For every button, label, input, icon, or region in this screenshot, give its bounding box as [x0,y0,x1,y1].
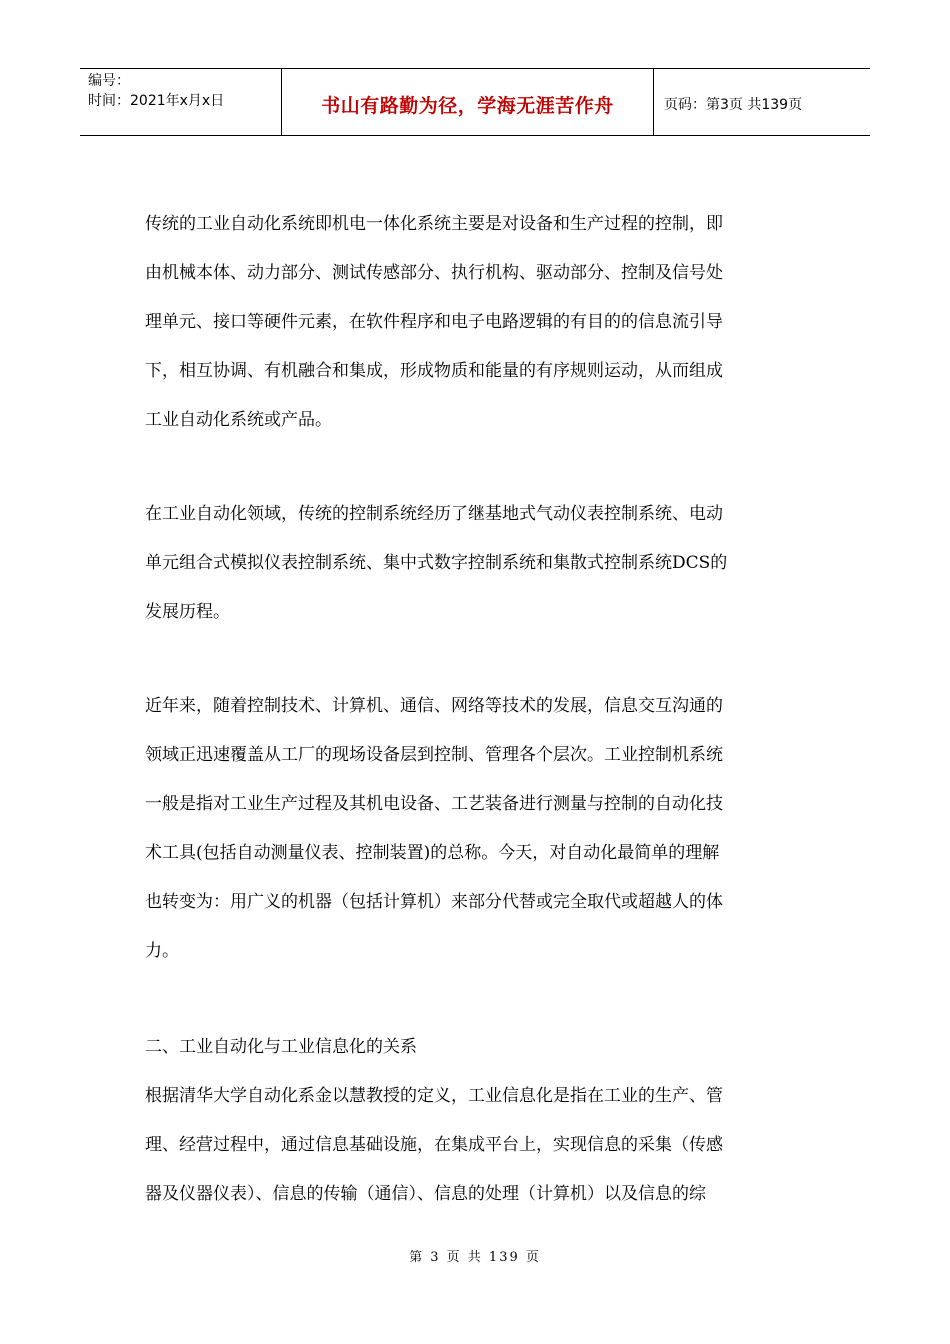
page-footer: 第 3 页 共 139 页 [409,1250,541,1265]
paragraph-line: 力。 [145,941,179,961]
header-meta [80,69,282,135]
paragraph-line: 在工业自动化领域，传统的控制系统经历了继基地式气动仪表控制系统、电动 [145,504,723,524]
section-heading: 二、工业自动化与工业信息化的关系 [145,1037,417,1057]
paragraph-line: 传统的工业自动化系统即机电一体化系统主要是对设备和生产过程的控制，即 [145,214,723,234]
paragraph-line: 也转变为：用广义的机器（包括计算机）来部分代替或完全取代或超越人的体 [145,892,723,912]
paragraph-line: 术工具(包括自动测量仪表、控制装置)的总称。今天，对自动化最简单的理解 [145,843,720,863]
paragraph [145,200,810,445]
paragraph-line: 发展历程。 [145,602,230,622]
header-motto-cell [282,69,654,135]
paragraph-line: 器及仪器仪表）、信息的传输（通信）、信息的处理（计算机）以及信息的综 [145,1184,706,1204]
paragraph [145,1023,810,1219]
paragraph-line: 单元组合式模拟仪表控制系统、集中式数字控制系统和集散式控制系统DCS的 [145,553,728,573]
paragraph-line: 根据清华大学自动化系金以慧教授的定义，工业信息化是指在工业的生产、管 [145,1086,723,1106]
paragraph-line: 理单元、接口等硬件元素，在软件程序和电子电路逻辑的有目的的信息流引导 [145,312,723,332]
document-header [80,68,870,136]
motto: 书山有路勤为径，学海无涯苦作舟 [321,94,614,117]
paragraph [145,682,810,976]
paragraph-line: 领域正迅速覆盖从工厂的现场设备层到控制、管理各个层次。工业控制机系统 [145,745,723,765]
header-page-cell [654,69,870,135]
paragraph-line: 工业自动化系统或产品。 [145,410,332,430]
paragraph-line: 下，相互协调、有机融合和集成，形成物质和能量的有序规则运动，从而组成 [145,361,723,381]
paragraph-line: 一般是指对工业生产过程及其机电设备、工艺装备进行测量与控制的自动化技 [145,794,723,814]
number-label: 编号： [88,73,130,89]
page-info: 页码：第3页 共139页 [664,97,803,113]
paragraph-line: 近年来，随着控制技术、计算机、通信、网络等技术的发展，信息交互沟通的 [145,696,723,716]
date-line: 时间：2021年x月x日 [88,93,225,109]
paragraph-line: 理、经营过程中，通过信息基础设施，在集成平台上，实现信息的采集（传感 [145,1135,723,1155]
paragraph [145,490,810,637]
paragraph-line: 由机械本体、动力部分、测试传感部分、执行机构、驱动部分、控制及信号处 [145,263,723,283]
